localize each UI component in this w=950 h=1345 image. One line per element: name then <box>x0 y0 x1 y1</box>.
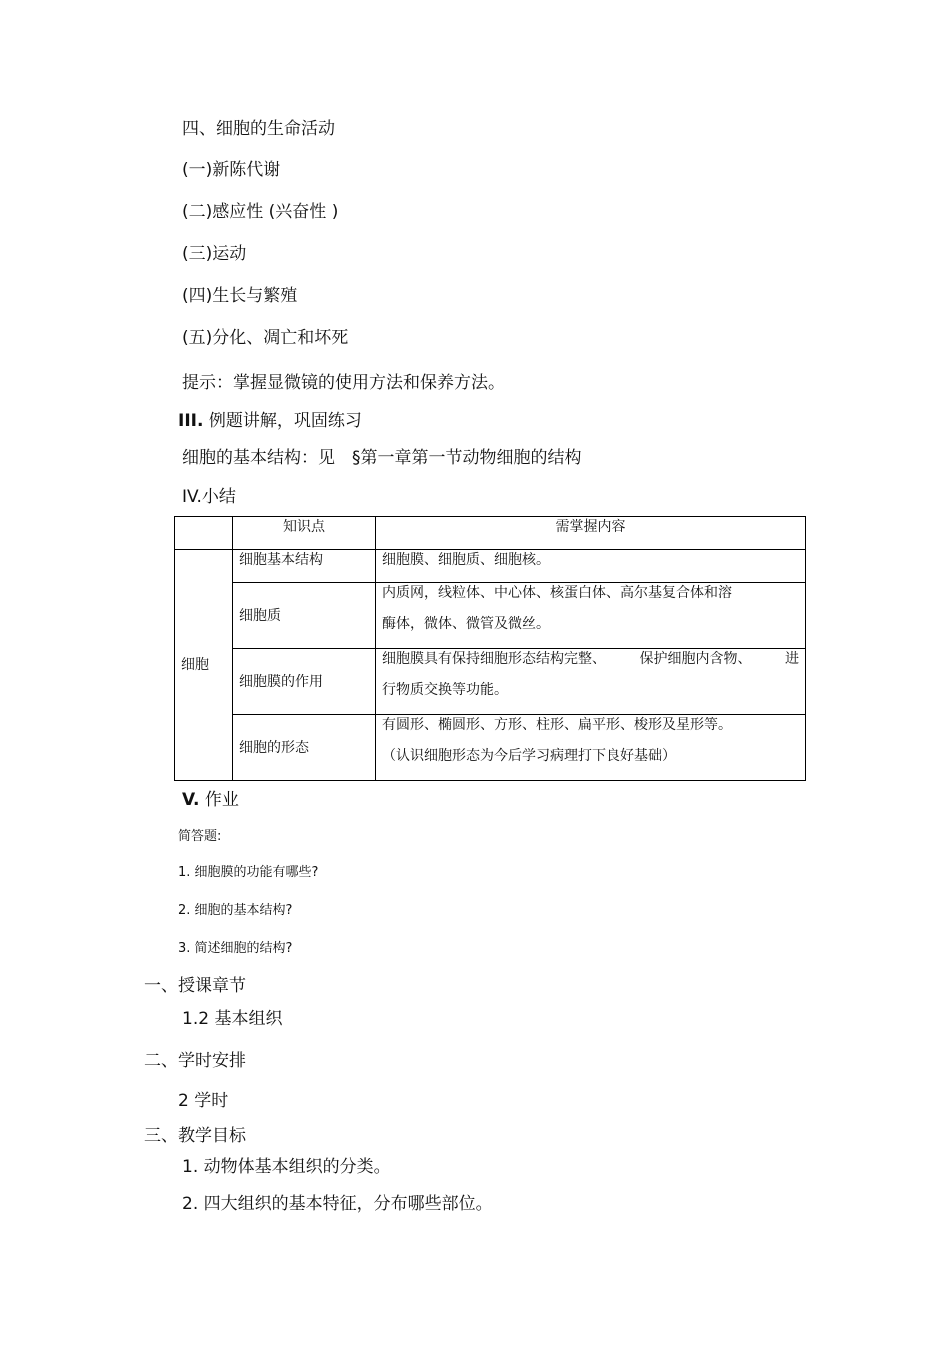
lesson-hours-title: 二、学时安排 <box>144 1051 246 1071</box>
part5-heading-num: V. <box>182 790 200 810</box>
part4-heading: IV.小结 <box>182 487 236 507</box>
table-row <box>175 583 806 649</box>
part3-heading-num: III. <box>178 411 204 431</box>
table-content-cell: 内质网，线粒体、中心体、核蛋白体、高尔基复合体和溶 酶体，微体、微管及微丝。 <box>376 583 806 649</box>
table-header-content: 需掌握内容 <box>376 517 806 550</box>
section4-item: (四)生长与繁殖 <box>182 286 298 306</box>
section4-item: (二)感应性 (兴奋性 ) <box>182 202 339 222</box>
question-item: 2. 细胞的基本结构? <box>178 903 293 918</box>
table-header-blank <box>175 517 233 550</box>
table-header-row <box>175 517 806 550</box>
lesson-hours-value: 2 学时 <box>178 1091 229 1111</box>
section4-title: 四、细胞的生命活动 <box>182 119 335 139</box>
part3-line: 细胞的基本结构：见 §第一章第一节动物细胞的结构 <box>182 448 582 468</box>
section4-hint: 提示：掌握显微镜的使用方法和保养方法。 <box>182 373 505 393</box>
lesson-goal-item: 1. 动物体基本组织的分类。 <box>182 1157 391 1177</box>
question-item: 3. 简述细胞的结构? <box>178 941 293 956</box>
table-point-cell: 细胞的形态 <box>233 715 376 781</box>
lesson-goals-title: 三、教学目标 <box>144 1126 246 1146</box>
table-row <box>175 649 806 715</box>
lesson-chapter-value: 1.2 基本组织 <box>182 1009 283 1029</box>
table-header-point: 知识点 <box>233 517 376 550</box>
summary-table <box>174 516 806 781</box>
section4-item: (三)运动 <box>182 244 247 264</box>
part5-heading-text: 作业 <box>204 790 239 810</box>
table-point-cell: 细胞基本结构 <box>233 550 376 583</box>
content-part: 保护细胞内含物、 <box>639 651 752 667</box>
table-content-cell: 有圆形、椭圆形、方形、柱形、扁平形、梭形及星形等。 （认识细胞形态为今后学习病理打下良好基础） <box>376 715 806 781</box>
lesson-chapter-title: 一、授课章节 <box>144 976 246 996</box>
section4-item: (五)分化、凋亡和坏死 <box>182 328 349 348</box>
lesson-goal-item: 2. 四大组织的基本特征，分布哪些部位。 <box>182 1194 493 1214</box>
part5-heading <box>182 792 239 809</box>
question-item: 1. 细胞膜的功能有哪些? <box>178 865 319 880</box>
content-part: 进 <box>785 651 799 667</box>
table-content-cell: 细胞膜具有保持细胞形态结构完整、 保护细胞内含物、 进 行物质交换等功能。 <box>376 649 806 715</box>
part3-heading <box>178 413 362 430</box>
table-content-cell: 细胞膜、细胞质、细胞核。 <box>376 550 806 583</box>
table-point-cell: 细胞膜的作用 <box>233 649 376 715</box>
content-part: 细胞膜具有保持细胞形态结构完整、 <box>382 651 606 667</box>
part5-subtitle: 简答题: <box>178 829 222 844</box>
part3-heading-text: 例题讲解，巩固练习 <box>208 411 362 431</box>
table-group-cell: 细胞 <box>175 550 233 781</box>
table-point-cell: 细胞质 <box>233 583 376 649</box>
table-row <box>175 550 806 583</box>
section4-item: (一)新陈代谢 <box>182 160 281 180</box>
table-row <box>175 715 806 781</box>
